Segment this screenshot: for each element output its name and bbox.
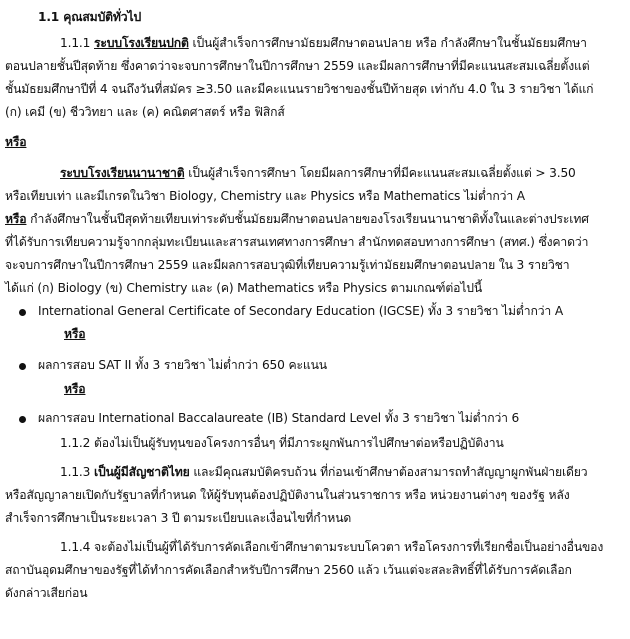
clause-number: 1.1.3: [60, 465, 91, 479]
intl-line-3: หรือ กำลังศึกษาในชั้นปีสุดท้ายเทียบเท่าระดับชั้นมัธยมศึกษาตอนปลายของโรงเรียนนานาชาติทั้งในและต่างประเทศ: [5, 212, 589, 226]
or-connector: หรือ: [64, 327, 86, 341]
intl-school-label: ระบบโรงเรียนนานาชาติ: [60, 166, 185, 180]
bullet-marker: [19, 309, 26, 316]
intl-line-1: ระบบโรงเรียนนานาชาติ เป็นผู้สำเร็จการศึกษา โดยมีผลการศึกษาที่มีคะแนนสะสมเฉลี่ยตั้งแต่ > 3.50: [60, 166, 576, 180]
bullet-igcse: International General Certificate of Secondary Education (IGCSE) ทั้ง 3 รายวิชา ไม่ต่ำกว่า A: [38, 304, 563, 318]
intl-line-5: จะจบการศึกษาในปีการศึกษา 2559 และมีผลการสอบวุฒิที่เทียบความรู้เท่ามัธยมศึกษาตอนปลาย ใน 3 รายวิชา: [5, 258, 570, 272]
clause-1-1-1-line-4: (ก) เคมี (ข) ชีววิทยา และ (ค) คณิตศาสตร์ หรือ ฟิสิกส์: [5, 105, 285, 119]
clause-1-1-4-line-2: สถาบันอุดมศึกษาของรัฐที่ได้ทำการคัดเลือกสำหรับปีการศึกษา 2560 แล้ว เว้นแต่จะสละสิทธิ์ที่ได้รับการคัดเลือก: [5, 563, 572, 577]
clause-1-1-3-line-1: 1.1.3 เป็นผู้มีสัญชาติไทย และมีคุณสมบัติครบถ้วน ที่ก่อนเข้าศึกษาต้องสามารถทำสัญญาผูกพันฝ่ายเดียว: [60, 465, 588, 479]
regular-school-label: ระบบโรงเรียนปกติ: [94, 36, 189, 50]
or-connector: หรือ: [5, 135, 27, 149]
clause-number: 1.1.1: [60, 36, 91, 50]
thai-nationality-label: เป็นผู้มีสัญชาติไทย: [94, 465, 190, 479]
bullet-sat: ผลการสอบ SAT II ทั้ง 3 รายวิชา ไม่ต่ำกว่า 650 คะแนน: [38, 358, 327, 372]
clause-1-1-4-line-1: 1.1.4 จะต้องไม่เป็นผู้ที่ได้รับการคัดเลือกเข้าศึกษาตามระบบโควตา หรือโครงการที่เรียกชื่อเป็นอย่างอื่นของ: [60, 540, 604, 554]
clause-1-1-4-line-3: ดังกล่าวเสียก่อน: [5, 586, 88, 600]
clause-1-1-3-line-2: หรือสัญญาลายเปิดกับรัฐบาลที่กำหนด ให้ผู้รับทุนต้องปฏิบัติงานในส่วนราชการ หรือ หน่วยงานต่างๆ ของรัฐ หลัง: [5, 488, 570, 502]
intl-line-6: ได้แก่ (ก) Biology (ข) Chemistry และ (ค) Mathematics หรือ Physics ตามเกณฑ์ต่อไปนี้: [5, 281, 483, 295]
bullet-marker: [19, 416, 26, 423]
intl-line-4: ที่ได้รับการเทียบความรู้จากกลุ่มทะเบียนและสารสนเทศทางการศึกษา สำนักทดสอบทางการศึกษา (สทศ.) ซึ่งคาดว่า: [5, 235, 589, 249]
bullet-ib: ผลการสอบ International Baccalaureate (IB) Standard Level ทั้ง 3 รายวิชา ไม่ต่ำกว่า 6: [38, 411, 520, 425]
clause-1-1-3-line-3: สำเร็จการศึกษาเป็นระยะเวลา 3 ปี ตามระเบียบและเงื่อนไขที่กำหนด: [5, 511, 352, 525]
clause-1-1-1-line-3: ชั้นมัธยมศึกษาปีที่ 4 จนถึงวันที่สมัคร ≥3.50 และมีคะแนนรายวิชาของชั้นปีท้ายสุด เท่ากับ 4.0 ใน 3 รายวิชา ได้แก่: [5, 82, 594, 96]
bullet-marker: [19, 363, 26, 370]
section-heading: 1.1 คุณสมบัติทั่วไป: [38, 10, 142, 24]
or-connector: หรือ: [64, 382, 86, 396]
clause-1-1-2: 1.1.2 ต้องไม่เป็นผู้รับทุนของโครงการอื่นๆ ที่มีภาระผูกพันการไปศึกษาต่อหรือปฏิบัติงาน: [60, 436, 504, 450]
clause-1-1-1-line-2: ตอนปลายชั้นปีสุดท้าย ซึ่งคาดว่าจะจบการศึกษาในปีการศึกษา 2559 และมีผลการศึกษาที่มีคะแนนสะสมเฉลี่ยตั้งแต่: [5, 59, 590, 73]
intl-line-2: หรือเทียบเท่า และมีเกรดในวิชา Biology, Chemistry และ Physics หรือ Mathematics ไม่ต่ำกว่า A: [5, 189, 525, 203]
clause-1-1-1-line-1: 1.1.1 ระบบโรงเรียนปกติ เป็นผู้สำเร็จการศึกษามัธยมศึกษาตอนปลาย หรือ กำลังศึกษาในชั้นมัธยมศึกษา: [60, 36, 587, 50]
or-connector: หรือ: [5, 212, 27, 226]
